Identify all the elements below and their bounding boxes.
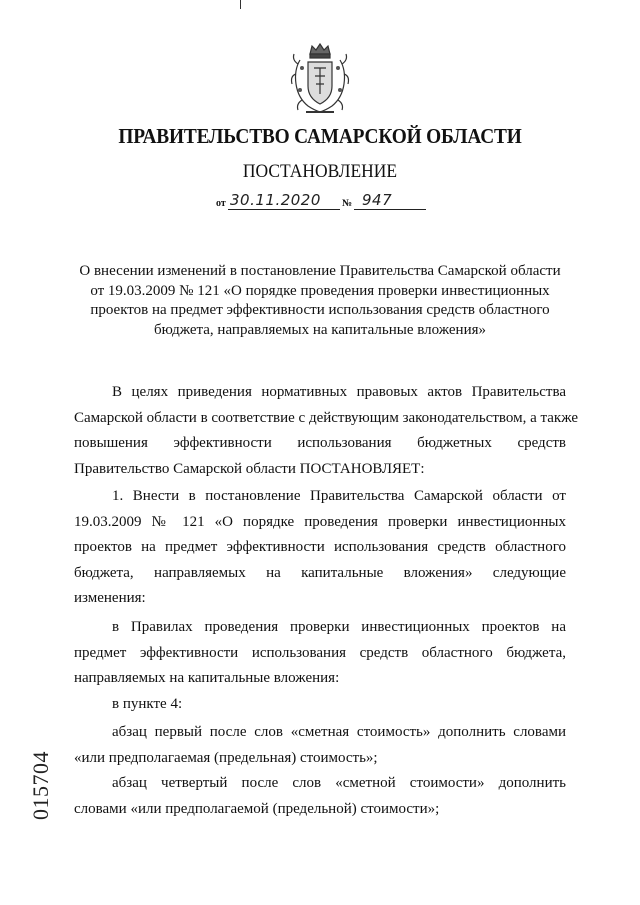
text-line: абзац первый после слов «сметная стоимость» дополнить словами (112, 724, 566, 740)
text-line: повышения эффективности использования бюджетных средств (74, 435, 566, 451)
text-line: «или предполагаемая (предельная) стоимость»; (74, 749, 378, 766)
paragraph-item-1 (74, 484, 566, 612)
document-type: ПОСТАНОВЛЕНИЕ (242, 161, 398, 182)
paragraph-rules (74, 615, 566, 692)
date-underline (228, 209, 340, 210)
text-line: в Правилах проведения проверки инвестиционных проектов на (112, 619, 566, 635)
text-line: абзац четвертый после слов «сметной стоимости» дополнить (112, 775, 566, 791)
subject-line: бюджета, направляемых на капитальные вложения» (154, 321, 486, 338)
subject-line: О внесении изменений в постановление Правительства Самарской области (79, 263, 561, 279)
text-line: направляемых на капитальные вложения: (74, 670, 340, 686)
paragraph-abzac-1 (74, 720, 566, 771)
paragraph-preamble (74, 380, 579, 482)
date-number-line (216, 190, 436, 214)
text-line: Самарской области в соответствие с действующим законодательством, а также (74, 409, 579, 426)
samara-coat-of-arms-emblem (288, 40, 352, 116)
text-line: предмет эффективности использования средств областного бюджета, (74, 644, 566, 661)
text-line: 19.03.2009 № 121 «О порядке проведения проверки инвестиционных (74, 513, 566, 530)
text-line: словами «или предполагаемой (предельной) стоимости»; (74, 800, 440, 817)
document-subject (70, 262, 570, 340)
number-underline (354, 209, 426, 210)
paragraph-point-4 (74, 692, 566, 718)
text-line: Правительство Самарской области ПОСТАНОВЛЯЕТ: (74, 460, 425, 477)
text-line: изменения: (74, 590, 146, 606)
number-value: 947 (362, 191, 393, 209)
organization-title: ПРАВИТЕЛЬСТВО САМАРСКОЙ ОБЛАСТИ (118, 124, 522, 148)
text-line: 1. Внести в постановление Правительства Самарской области от (112, 488, 566, 504)
paragraph-abzac-4 (74, 771, 566, 822)
top-tick-mark (240, 0, 241, 9)
number-label: № (342, 198, 353, 209)
subject-line: от 19.03.2009 № 121 «О порядке проведения проверки инвестиционных (90, 282, 550, 299)
text-line: В целях приведения нормативных правовых актов Правительства (112, 384, 566, 400)
text-line: бюджета, направляемых на капитальные вложения» следующие (74, 564, 566, 581)
text-line: в пункте 4: (112, 696, 183, 712)
subject-line: проектов на предмет эффективности использования средств областного (90, 302, 550, 318)
text-line: проектов на предмет эффективности использования средств областного (74, 539, 566, 555)
side-serial-number: 015704 (28, 751, 53, 820)
date-value: 30.11.2020 (230, 191, 321, 209)
date-label: от (216, 198, 226, 209)
